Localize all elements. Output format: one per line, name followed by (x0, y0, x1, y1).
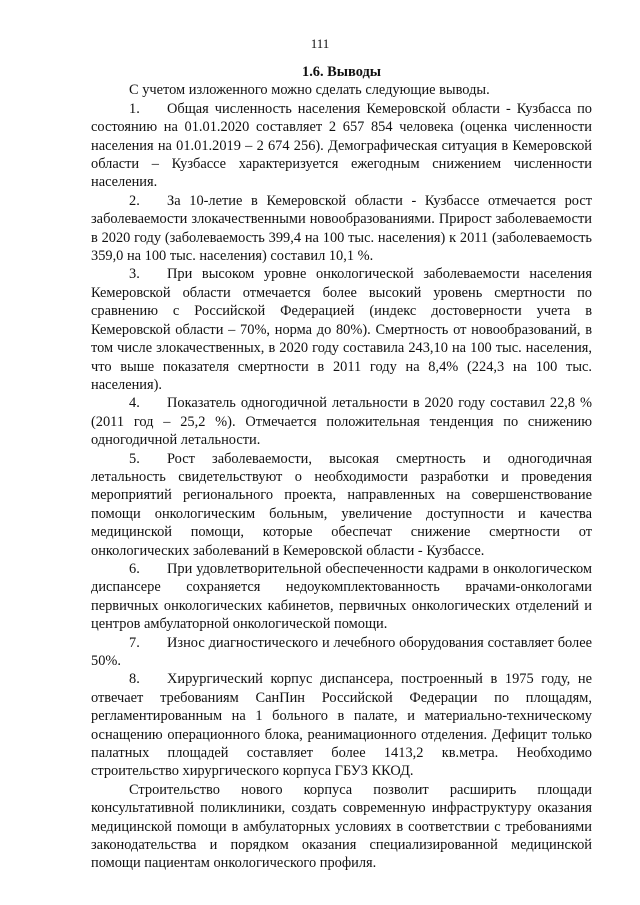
item-text: Показатель одногодичной летальности в 2020 году составил 22,8 % (2011 год – 25,2 %). Отмечается положительная тенденция по снижению одногодичной летальности. (91, 395, 592, 449)
conclusion-item-1 (91, 100, 592, 192)
item-text: При удовлетворительной обеспеченности кадрами в онкологическом диспансере сохраняется недоукомплектованность врачами-онкологами первичных онкологических кабинетов, первичных онкологических отделений и центров амбулаторной онкологической помощи. (91, 560, 592, 633)
conclusion-item-2 (91, 192, 592, 266)
item-number: 3. (129, 266, 140, 283)
item-number: 1. (129, 100, 140, 117)
item-number: 8. (129, 671, 140, 688)
conclusion-item-5 (91, 450, 592, 560)
conclusion-item-4 (91, 394, 592, 449)
item-number: 6. (129, 560, 140, 577)
section-title: 1.6. Выводы (302, 64, 381, 80)
conclusion-item-3 (91, 265, 592, 394)
document-body (91, 63, 592, 873)
item-text: Хирургический корпус диспансера, построенный в 1975 году, не отвечает требованиям СанПин Российской Федерации по площадям, регламентированным на 1 больного в палате, и материально-техническому оснащению операционного блока, реанимационного отделения. Дефицит только палатных площадей составляет более 1413,2 кв.метра. Необходимо строительство хирургического корпуса ГБУЗ ККОД. (91, 671, 592, 780)
item-number: 4. (129, 395, 140, 412)
item-number: 2. (129, 192, 140, 209)
conclusion-item-7 (91, 634, 592, 671)
item-number: 5. (129, 450, 140, 467)
intro-paragraph: С учетом изложенного можно сделать следующие выводы. (129, 82, 490, 99)
item-text: Рост заболеваемости, высокая смертность и одногодичная летальность свидетельствуют о необходимости разработки и проведения мероприятий регионального проекта, направленных на совершенствование помощи онкологическим больным, увеличение доступности и качества медицинской помощи, которые обеспечат снижение смертности от онкологических заболеваний в Кемеровской области - Кузбассе. (91, 450, 592, 559)
item-text: За 10-летие в Кемеровской области - Кузбассе отмечается рост заболеваемости злокачественными новообразованиями. Прирост заболеваемости в 2020 году (заболеваемость 399,4 на 100 тыс. населения) к 2011 (заболеваемость 359,0 на 100 тыс. населения) составил 10,1 %. (91, 192, 592, 265)
item-text: Износ диагностического и лечебного оборудования составляет более 50%. (91, 634, 592, 669)
item-text: При высоком уровне онкологической заболеваемости населения Кемеровской области отмечается более высокий уровень смертности по сравнению с Российской Федерацией (индекс достоверности учета в Кемеровской области – 70%, норма до 80%). Смертность от новообразований, в том числе злокачественных, в 2020 году составила 243,10 на 100 тыс. населения, что выше показателя смертности в 2011 году на 8,4% (224,3 на 100 тыс. населения). (91, 266, 592, 393)
item-number: 7. (129, 634, 140, 651)
closing-paragraph: Строительство нового корпуса позволит расширить площади консультативной поликлиники, создать современную инфраструктуру оказания медицинской помощи в амбулаторных условиях в соответствии с требованиями законодательства и порядком оказания специализированной медицинской помощи пациентам онкологического профиля. (91, 781, 592, 872)
page-number: 111 (310, 36, 330, 51)
item-text: Общая численность населения Кемеровской области - Кузбасса по состоянию на 01.01.2020 составляет 2 657 854 человека (оценка численности населения на 01.01.2019 – 2 674 256). Демографическая ситуация в Кемеровской области – Кузбассе характеризуется ежегодным снижением численности населения. (91, 100, 592, 191)
conclusion-item-8 (91, 670, 592, 780)
conclusion-item-6 (91, 560, 592, 634)
